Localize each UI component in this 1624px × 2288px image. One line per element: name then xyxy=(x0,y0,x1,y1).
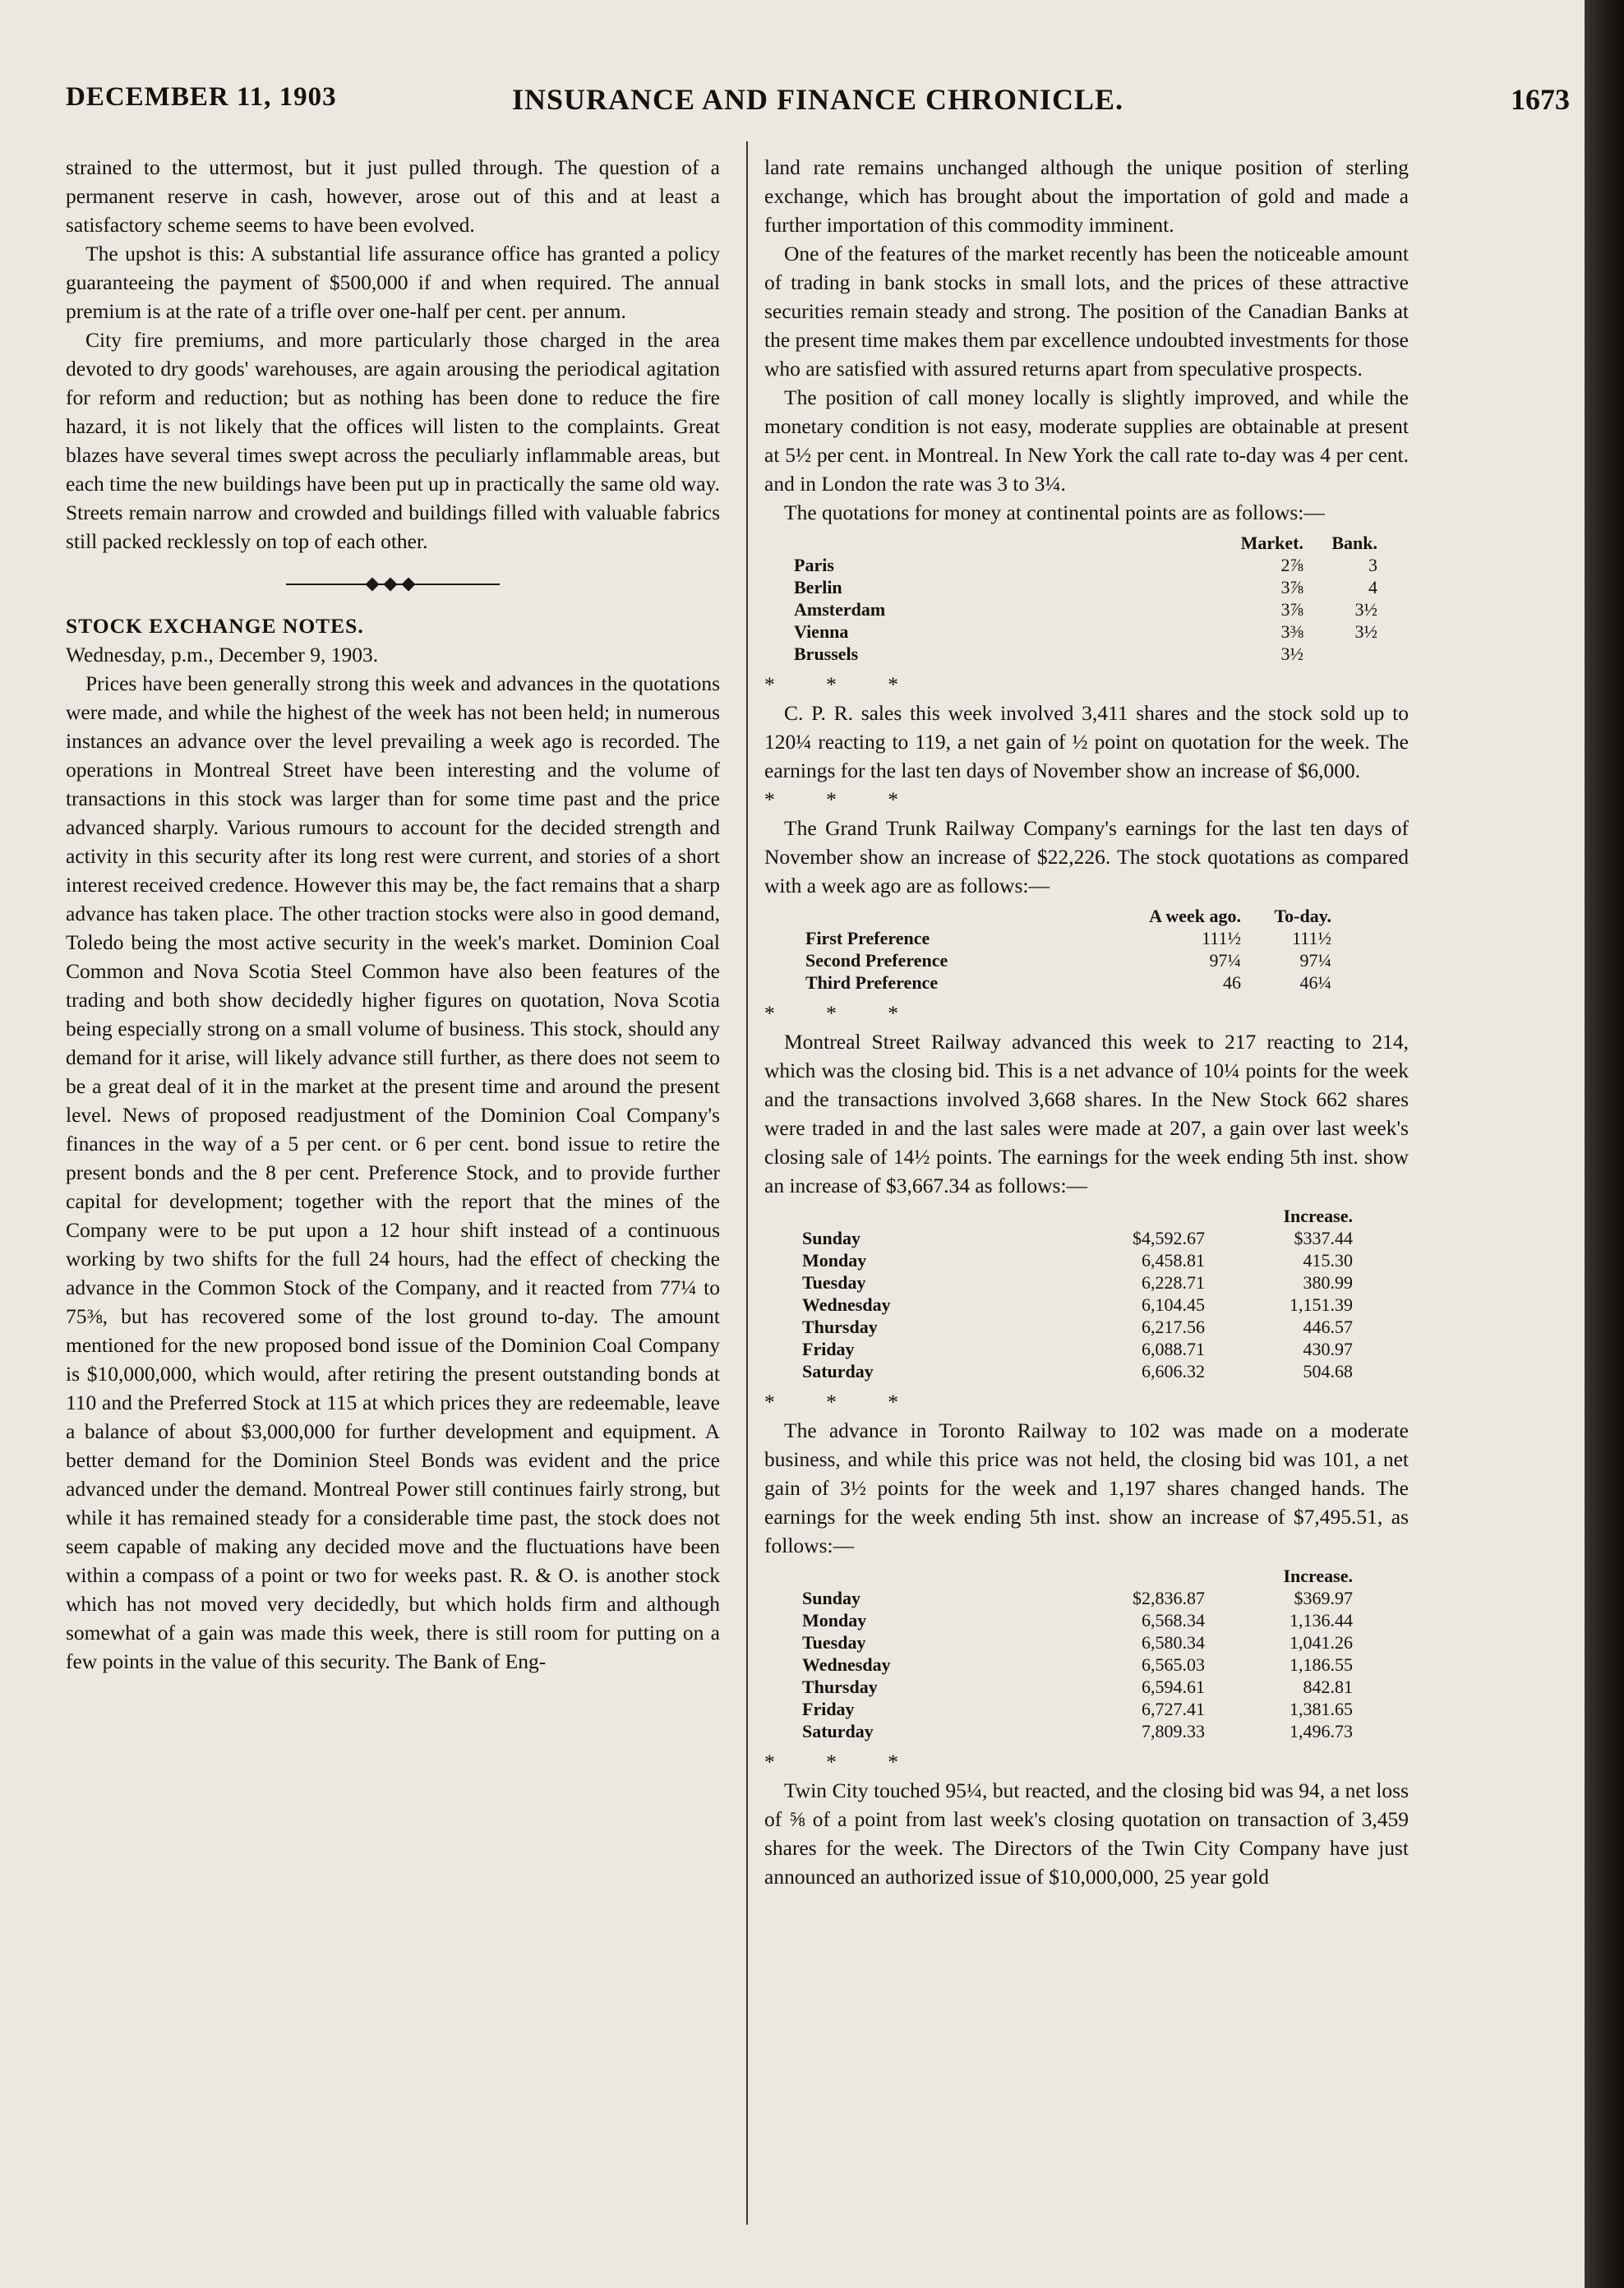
increase: 842.81 xyxy=(1303,1677,1353,1697)
paragraph: Twin City touched 95¼, but reacted, and the closing bid was 94, a net loss of ⅝ of a point from last week's closing quotation on transaction of 3,459 shares for the week. The Directors of the Twin City Company have just announced an authorized issue of $10,000,000, 25 year gold xyxy=(764,1778,1409,1889)
stock-name: Second Preference xyxy=(805,950,948,971)
table-row xyxy=(794,643,1377,665)
toronto-railway-earnings-table xyxy=(802,1565,1353,1742)
day: Saturday xyxy=(802,1361,874,1382)
table-row xyxy=(802,1676,1353,1698)
market-rate: 3½ xyxy=(1280,644,1303,664)
bank-rate: 3 xyxy=(1368,555,1377,575)
earnings: 6,228.71 xyxy=(1142,1272,1205,1293)
column-header: Bank. xyxy=(1331,533,1377,553)
section-stars: * * * xyxy=(764,787,921,811)
bank-rate: 3½ xyxy=(1354,599,1377,620)
stock-name: Third Preference xyxy=(805,972,939,993)
increase: 446.57 xyxy=(1303,1317,1353,1337)
montreal-street-earnings-table xyxy=(802,1205,1353,1382)
price-week-ago: 97¼ xyxy=(1209,950,1241,971)
paragraph: The quotations for money at continental points are as follows:— xyxy=(784,501,1325,524)
day: Sunday xyxy=(802,1228,860,1248)
market-rate: 3⅞ xyxy=(1280,599,1303,620)
increase: 380.99 xyxy=(1303,1272,1353,1293)
market-rate: 3⅞ xyxy=(1280,577,1303,597)
dateline: Wednesday, p.m., December 9, 1903. xyxy=(66,643,379,667)
city: Paris xyxy=(794,555,834,575)
day: Tuesday xyxy=(802,1632,866,1653)
issue-date: DECEMBER 11, 1903 xyxy=(66,82,337,112)
table-row xyxy=(805,927,1331,949)
table-row xyxy=(802,1249,1353,1271)
journal-title: INSURANCE AND FINANCE CHRONICLE. xyxy=(511,83,1124,116)
day: Wednesday xyxy=(802,1294,891,1315)
paragraph: C. P. R. sales this week involved 3,411 shares and the stock sold up to 120¼ reacting to 119, a net gain of ½ point on quotation for the week. The earnings for the last ten days of November show an increase of $6,000. xyxy=(764,701,1409,782)
day: Thursday xyxy=(802,1677,878,1697)
table-row xyxy=(802,1360,1353,1382)
increase: $369.97 xyxy=(1294,1588,1353,1608)
day: Tuesday xyxy=(802,1272,866,1293)
day: Wednesday xyxy=(802,1654,891,1675)
column-header: To-day. xyxy=(1274,906,1331,926)
left-column xyxy=(66,153,720,1676)
table-row xyxy=(802,1316,1353,1338)
earnings: $4,592.67 xyxy=(1133,1228,1205,1248)
paragraph: strained to the uttermost, but it just pulled through. The question of a permanent reserve in cash, however, arose out of this and at least a satisfactory scheme seems to have been evolved. xyxy=(66,155,720,237)
day: Friday xyxy=(802,1339,855,1359)
table-row xyxy=(802,1271,1353,1294)
section-stars: * * * xyxy=(764,1390,921,1414)
increase: $337.44 xyxy=(1294,1228,1353,1248)
day: Thursday xyxy=(802,1317,878,1337)
market-rate: 3⅜ xyxy=(1280,621,1303,642)
table-row xyxy=(805,971,1331,994)
table-row xyxy=(794,576,1377,598)
increase: 1,041.26 xyxy=(1290,1632,1353,1653)
earnings: 6,088.71 xyxy=(1142,1339,1205,1359)
table-row xyxy=(805,949,1331,971)
stock-name: First Preference xyxy=(805,928,930,948)
increase: 1,151.39 xyxy=(1290,1294,1353,1315)
city: Vienna xyxy=(794,621,849,642)
table-row xyxy=(802,1609,1353,1631)
page-number: 1673 xyxy=(1511,83,1570,116)
market-rate: 2⅞ xyxy=(1280,555,1303,575)
day: Monday xyxy=(802,1610,867,1631)
column-header: Increase. xyxy=(1283,1206,1353,1226)
price-today: 46¼ xyxy=(1299,972,1331,993)
increase: 1,136.44 xyxy=(1290,1610,1353,1631)
day: Sunday xyxy=(802,1588,860,1608)
increase: 1,381.65 xyxy=(1290,1699,1353,1719)
price-week-ago: 46 xyxy=(1223,972,1241,993)
city: Berlin xyxy=(794,577,842,597)
table-row xyxy=(802,1587,1353,1609)
earnings: 6,606.32 xyxy=(1142,1361,1205,1382)
paragraph: Prices have been generally strong this week and advances in the quotations were made, and while the highest of the week has not been held; in numerous instances an advance over the level prevailing a week ago is recorded. The operations in Montreal Street have been interesting and the volume of transactions in this stock was larger than for some time past and the price advanced sharply. Various rumours to account for the decided strength and activity in this security after its long rest were current, and stories of a short interest received credence. However this may be, the fact remains that a sharp advance has taken place. The other traction stocks were also in good demand, Toledo being the most active security in the week's market. Dominion Coal Common and Nova Scotia Steel Common have also been features of the trading and both show decidedly higher figures on quotation, Nova Scotia being especially strong on a small volume of business. This stock, should any demand for it arise, will likely advance still further, as there does not seem to be a great deal of it in the market at the present time and around the present level. News of proposed readjustment of the Dominion Coal Company's finances in the way of a 5 per cent. or 6 per cent. bond issue to retire the present bonds and the 8 per cent. Preference Stock, and to provide further capital for development; together with the report that the mines of the Company were to be put upon a 12 hour shift instead of a continuous working by two shifts for the full 24 hours, had the effect of checking the advance in the Common Stock of the Company, and it reacted from 77¼ to 75⅜, but has recovered some of the lost ground to-day. The amount mentioned for the new proposed bond issue of the Dominion Coal Company is $10,000,000, which would, after retiring the present outstanding bonds at 110 and the Preferred Stock at 115 at which prices they are redeemable, leave a balance of about $3,000,000 for further development and equipment. A better demand for the Dominion Steel Bonds was evident and the price advanced under the demand. Montreal Power still continues fairly strong, but while it has remained steady for a considerable time past, the stock does not seem capable of making any decided move and the fluctuations have been within a compass of a point or two for weeks past. R. & O. is another stock which has not moved very decidedly, but which holds firm and although somewhat of a gain was made this week, there is still room for putting on a few points in the value of this security. The Bank of Eng- xyxy=(66,671,720,1673)
earnings: 7,809.33 xyxy=(1142,1721,1205,1741)
table-row xyxy=(794,554,1377,576)
paragraph: The position of call money locally is slightly improved, and while the monetary condition is not easy, moderate supplies are obtainable at present at 5½ per cent. in Montreal. In New York the call rate to-day was 4 per cent. and in London the rate was 3 to 3¼. xyxy=(764,385,1409,496)
bank-rate: 3½ xyxy=(1354,621,1377,642)
earnings: 6,565.03 xyxy=(1142,1654,1205,1675)
column-header: A week ago. xyxy=(1149,906,1241,926)
paragraph: One of the features of the market recently has been the noticeable amount of trading in bank stocks in small lots, and the prices of these attractive securities remain steady and strong. The position of the Canadian Banks at the present time makes them par excellence undoubted investments for those who are satisfied with assured returns apart from speculative prospects. xyxy=(764,242,1409,381)
paragraph: The advance in Toronto Railway to 102 was made on a moderate business, and while this price was not held, the closing bid was 101, a net gain of 3½ points for the week and 1,197 shares changed hands. The earnings for the week ending 5th inst. show an increase of $7,495.51, as follows:— xyxy=(764,1418,1409,1557)
table-row xyxy=(794,620,1377,643)
price-today: 97¼ xyxy=(1299,950,1331,971)
grand-trunk-table xyxy=(805,905,1331,994)
money-rates-table xyxy=(794,532,1377,665)
earnings: 6,580.34 xyxy=(1142,1632,1205,1653)
earnings: $2,836.87 xyxy=(1133,1588,1205,1608)
paragraph: land rate remains unchanged although the unique position of sterling exchange, which has brought about the importation of gold and made a further importation of this commodity imminent. xyxy=(764,155,1409,237)
section-stars: * * * xyxy=(764,1001,921,1025)
table-row xyxy=(802,1338,1353,1360)
table-row xyxy=(802,1720,1353,1742)
table-row xyxy=(802,1654,1353,1676)
section-stars: * * * xyxy=(764,672,921,696)
day: Saturday xyxy=(802,1721,874,1741)
bank-rate xyxy=(1303,643,1377,665)
column-rule xyxy=(746,141,748,2225)
day: Monday xyxy=(802,1250,867,1271)
price-today: 111½ xyxy=(1292,928,1331,948)
paragraph: The Grand Trunk Railway Company's earnings for the last ten days of November show an increase of $22,226. The stock quotations as compared with a week ago are as follows:— xyxy=(764,816,1409,897)
increase: 1,186.55 xyxy=(1290,1654,1353,1675)
earnings: 6,727.41 xyxy=(1142,1699,1205,1719)
paragraph: Montreal Street Railway advanced this week to 217 reacting to 214, which was the closing bid. This is a net advance of 10¼ points for the week and the transactions involved 3,668 shares. In the New Stock 662 shares were traded in and the last sales were made at 207, a gain over last week's closing sale of 14½ points. The earnings for the week ending 5th inst. show an increase of $3,667.34 as follows:— xyxy=(764,1030,1409,1197)
increase: 415.30 xyxy=(1303,1250,1353,1271)
city: Amsterdam xyxy=(794,599,886,620)
earnings: 6,568.34 xyxy=(1142,1610,1205,1631)
earnings: 6,217.56 xyxy=(1142,1317,1205,1337)
ornamental-divider xyxy=(286,579,500,590)
earnings: 6,104.45 xyxy=(1142,1294,1205,1315)
column-header: Increase. xyxy=(1283,1566,1353,1586)
paragraph: The upshot is this: A substantial life assurance office has granted a policy guaranteeing the payment of $500,000 if and when required. The annual premium is at the rate of a trifle over one-half per cent. per annum. xyxy=(66,242,720,323)
section-title: STOCK EXCHANGE NOTES. xyxy=(66,614,364,638)
table-row xyxy=(802,1227,1353,1249)
table-row xyxy=(794,598,1377,620)
right-column xyxy=(764,153,1409,1891)
day: Friday xyxy=(802,1699,855,1719)
increase: 430.97 xyxy=(1303,1339,1353,1359)
increase: 504.68 xyxy=(1303,1361,1353,1382)
increase: 1,496.73 xyxy=(1290,1721,1353,1741)
table-row xyxy=(802,1631,1353,1654)
section-stars: * * * xyxy=(764,1750,921,1774)
paragraph: City fire premiums, and more particularly those charged in the area devoted to dry goods' warehouses, are again arousing the periodical agitation for reform and reduction; but as nothing has been done to reduce the fire hazard, it is not likely that the offices will listen to the complaints. Great blazes have several times swept across the peculiarly inflammable areas, but each time the new buildings have been put up in practically the same old way. Streets remain narrow and crowded and buildings filled with valuable fabrics still packed recklessly on top of each other. xyxy=(66,328,720,553)
table-row xyxy=(802,1698,1353,1720)
column-header: Market. xyxy=(1240,533,1303,553)
city: Brussels xyxy=(794,644,859,664)
earnings: 6,594.61 xyxy=(1142,1677,1205,1697)
running-header xyxy=(66,82,1570,123)
bank-rate: 4 xyxy=(1368,577,1377,597)
earnings: 6,458.81 xyxy=(1142,1250,1205,1271)
table-row xyxy=(802,1294,1353,1316)
price-week-ago: 111½ xyxy=(1202,928,1241,948)
book-spine xyxy=(1585,0,1624,2288)
